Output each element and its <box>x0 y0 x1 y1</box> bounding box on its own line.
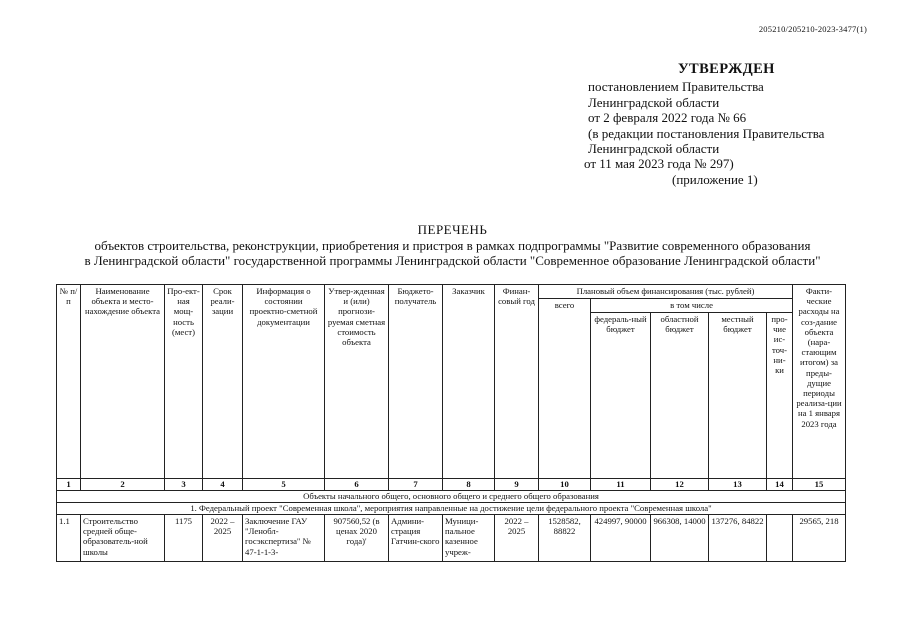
header-cell: Информация о состоянии проектно-сметной документации <box>243 285 325 479</box>
cell-deadline: 2022 – 2025 <box>203 515 243 562</box>
approval-block <box>584 62 884 187</box>
cell-other <box>767 515 793 562</box>
section-title: Объекты начального общего, основного общего и среднего общего образования <box>57 491 846 503</box>
table-row <box>57 515 846 562</box>
header-cell: Срок реали-зации <box>203 285 243 479</box>
column-number: 8 <box>443 479 495 491</box>
cell-recipient: Админи-страция Гатчин-ского <box>389 515 443 562</box>
header-cell: федераль-ный бюджет <box>591 313 651 479</box>
header-cell: Бюджето-получатель <box>389 285 443 479</box>
cell-local: 137276, 84822 <box>709 515 767 562</box>
column-number: 11 <box>591 479 651 491</box>
column-number: 10 <box>539 479 591 491</box>
cell-name: Строительство средней обще-образователь-ной школы <box>81 515 165 562</box>
header-cell: Плановый объем финансирования (тыс. рублей) <box>539 285 793 299</box>
document-id: 205210/205210-2023-3477(1) <box>758 24 867 34</box>
header-cell: Наименование объекта и место-нахождение объекта <box>81 285 165 479</box>
heading-line: в Ленинградской области" государственной программы Ленинградской области "Современное образование Ленинградской области" <box>84 253 821 268</box>
heading-title: ПЕРЕЧЕНЬ <box>417 222 488 237</box>
column-number: 5 <box>243 479 325 491</box>
column-number: 4 <box>203 479 243 491</box>
column-number: 1 <box>57 479 81 491</box>
column-number-row <box>57 479 846 491</box>
cell-actual: 29565, 218 <box>793 515 846 562</box>
objects-table <box>56 284 846 562</box>
document-heading <box>40 222 865 268</box>
cell-docs: Заключение ГАУ "Ленобл-госэкспертиза" № 47-1-1-3- <box>243 515 325 562</box>
column-number: 13 <box>709 479 767 491</box>
approval-line: от 2 февраля 2022 года № 66 <box>588 110 747 126</box>
column-number: 7 <box>389 479 443 491</box>
cell-customer: Муници-пальное казенное учреж- <box>443 515 495 562</box>
approval-line: Ленинградской области <box>588 94 720 110</box>
header-cell: Факти-ческие расходы на соз-дание объекта (нара-стающим итогом) за преды-дущие периоды реализа-ции на 1 января 2023 года <box>793 285 846 479</box>
column-number: 6 <box>325 479 389 491</box>
header-cell: Про-ект-ная мощ-ность (мест) <box>165 285 203 479</box>
header-cell: про-чие ис-точ-ни-ки <box>767 313 793 479</box>
header-cell: Заказчик <box>443 285 495 479</box>
approval-line: от 11 мая 2023 года № 297) <box>584 156 734 172</box>
header-cell: в том числе <box>591 299 793 313</box>
header-cell: всего <box>539 299 591 479</box>
approval-title: УТВЕРЖДЕН <box>678 61 775 77</box>
approval-line: постановлением Правительства <box>588 79 764 95</box>
approval-line: (в редакции постановления Правительства <box>588 125 825 141</box>
column-number: 9 <box>495 479 539 491</box>
header-cell: Финан-совый год <box>495 285 539 479</box>
header-cell: областной бюджет <box>651 313 709 479</box>
heading-line: объектов строительства, реконструкции, приобретения и пристроя в рамках подпрограммы "Развитие современного образования <box>94 238 811 253</box>
column-number: 14 <box>767 479 793 491</box>
cell-fin-year: 2022 – 2025 <box>495 515 539 562</box>
cell-federal: 424997, 90000 <box>591 515 651 562</box>
approval-line: (приложение 1) <box>672 171 758 187</box>
column-number: 3 <box>165 479 203 491</box>
cell-cost: 907560,52 (в ценах 2020 года)' <box>325 515 389 562</box>
column-number: 15 <box>793 479 846 491</box>
section-row <box>57 491 846 503</box>
subsection-title: 1. Федеральный проект "Современная школа", мероприятия направленные на достижение цели федерального проекта "Современная школа" <box>57 503 846 515</box>
approval-line: Ленинградской области <box>588 141 720 157</box>
cell-total: 1528582, 88822 <box>539 515 591 562</box>
column-number: 2 <box>81 479 165 491</box>
header-cell: № п/п <box>57 285 81 479</box>
subsection-row <box>57 503 846 515</box>
cell-no: 1.1 <box>57 515 81 562</box>
header-cell: местный бюджет <box>709 313 767 479</box>
header-row <box>57 285 846 299</box>
cell-capacity: 1175 <box>165 515 203 562</box>
header-cell: Утвер-жденная и (или) прогнози-руемая сметная стоимость объекта <box>325 285 389 479</box>
column-number: 12 <box>651 479 709 491</box>
cell-regional: 966308, 14000 <box>651 515 709 562</box>
